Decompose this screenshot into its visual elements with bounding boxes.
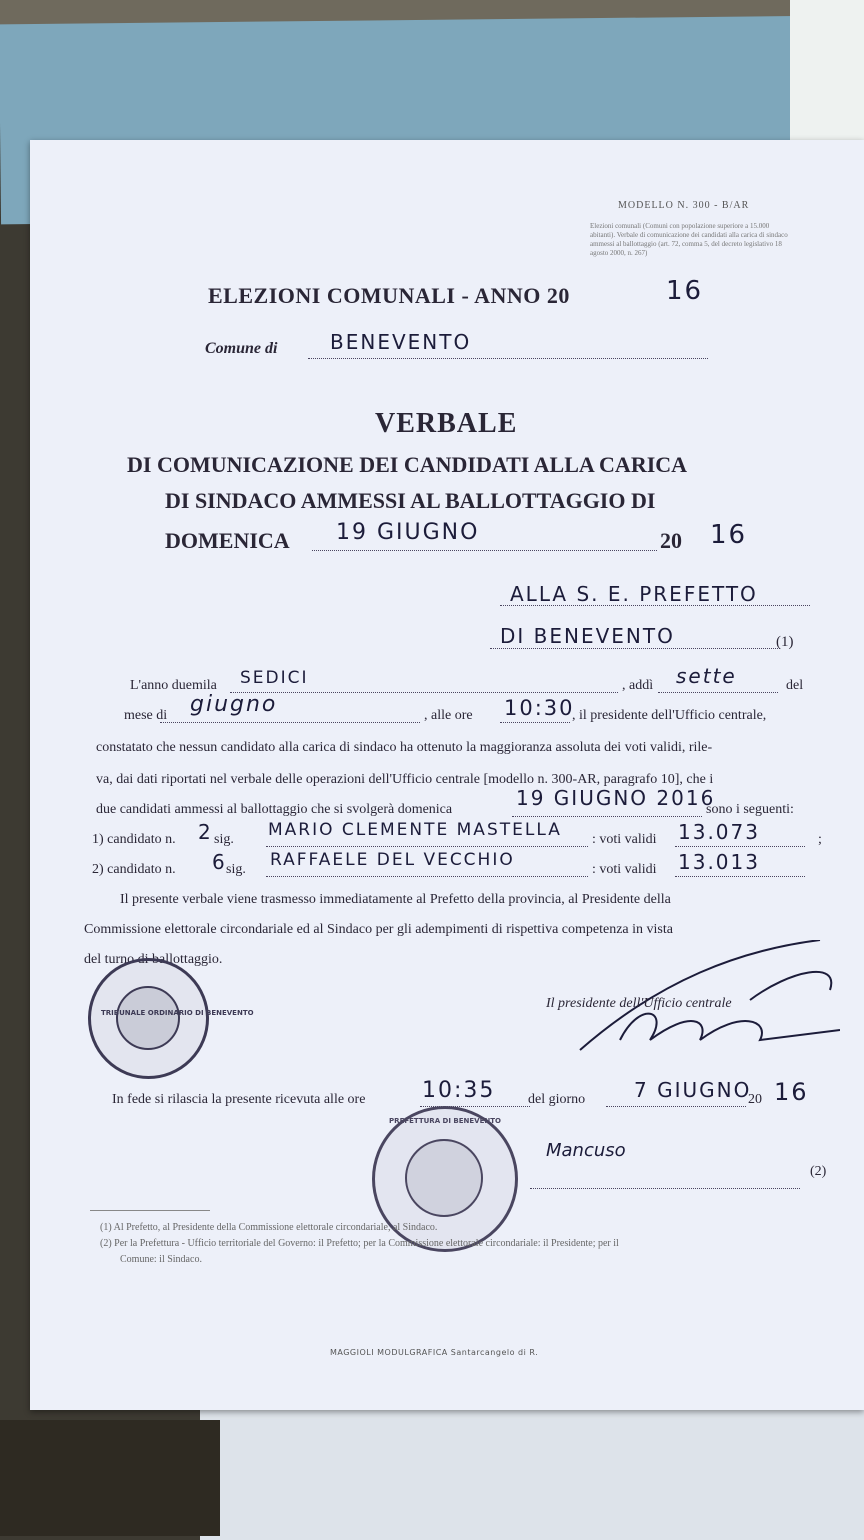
addi-handwritten: sette bbox=[676, 664, 737, 688]
candidate-2-name: RAFFAELE DEL VECCHIO bbox=[270, 850, 515, 870]
body-line-3: constatato che nessun candidato alla carica di sindaco ha ottenuto la maggioranza assoluta dei voti validi, rile- bbox=[96, 740, 713, 755]
candidate-1-voti: 13.073 bbox=[678, 820, 760, 844]
candidate-1-number: 2 bbox=[198, 820, 213, 844]
comune-handwritten: BENEVENTO bbox=[330, 330, 472, 354]
tribunale-stamp bbox=[88, 958, 254, 1079]
title-year-handwritten: 16 bbox=[666, 276, 704, 306]
candidate-2-voti: 13.013 bbox=[678, 850, 760, 874]
mese-label: mese di bbox=[124, 708, 168, 723]
footnote-2-cont: Comune: il Sindaco. bbox=[120, 1254, 202, 1265]
candidate-1-end: ; bbox=[818, 832, 822, 847]
candidate-1-name: MARIO CLEMENTE MASTELLA bbox=[268, 820, 562, 840]
mese-handwritten: giugno bbox=[190, 692, 278, 717]
body-line-4: va, dai dati riportati nel verbale delle operazioni dell'Ufficio centrale [modello n. 300-AR, paragrafo 10], che i bbox=[96, 772, 714, 787]
presidente-text: , il presidente dell'Ufficio centrale, bbox=[572, 708, 767, 723]
domenica-label: DOMENICA bbox=[165, 528, 290, 553]
recipient-signature: Mancuso bbox=[546, 1140, 626, 1161]
verbale-heading: VERBALE bbox=[375, 408, 518, 439]
giorno-year-handwritten: 16 bbox=[774, 1078, 809, 1106]
tribunale-stamp-text: TRIBUNALE ORDINARIO DI BENEVENTO bbox=[101, 1009, 254, 1017]
closing-paragraph-3: del turno di ballottaggio. bbox=[84, 952, 223, 967]
candidate-1-voti-label: : voti validi bbox=[592, 832, 657, 847]
verbale-subtitle-1: DI COMUNICAZIONE DEI CANDIDATI ALLA CARICA bbox=[127, 452, 688, 477]
footnote-ref-2: (2) bbox=[810, 1164, 827, 1179]
ricevuta-ore-handwritten: 10:35 bbox=[422, 1078, 496, 1103]
ricevuta-label: In fede si rilascia la presente ricevuta alle ore bbox=[112, 1092, 366, 1107]
closing-paragraph-1: Il presente verbale viene trasmesso immediatamente al Prefetto della provincia, al Presidente della bbox=[120, 892, 671, 907]
body-line-5-end: sono i seguenti: bbox=[706, 802, 794, 817]
addressee-handwritten-2: DI BENEVENTO bbox=[500, 624, 675, 648]
giorno-label: del giorno bbox=[528, 1092, 586, 1107]
form-legal-note: Elezioni comunali (Comuni con popolazione superiore a 15.000 abitanti). Verbale di comunicazione dei candidati alla carica di sindaco ammessi al ballottaggio (art. 72, comma 5, del decreto legislativo 18 agosto 2000, n. 267) bbox=[590, 222, 788, 257]
closing-paragraph-2: Commissione elettorale circondariale ed al Sindaco per gli adempimenti di rispettiva competenza in vista bbox=[84, 922, 673, 937]
stamp-emblem bbox=[116, 986, 180, 1050]
candidate-2-number: 6 bbox=[212, 850, 227, 874]
addi-label: , addì bbox=[622, 678, 654, 693]
verbale-subtitle-2: DI SINDACO AMMESSI AL BALLOTTAGGIO DI bbox=[165, 488, 656, 513]
verbale-document bbox=[30, 140, 864, 1410]
footnote-2: (2) Per la Prefettura - Ufficio territoriale del Governo: il Prefetto; per la Commissione elettorale circondariale: il Presidente; per il bbox=[100, 1238, 619, 1249]
printer-credit: MAGGIOLI MODULGRAFICA Santarcangelo di R. bbox=[330, 1348, 539, 1357]
footnote-divider bbox=[90, 1210, 210, 1211]
recipient-signature-line bbox=[530, 1170, 800, 1189]
stamp-emblem bbox=[405, 1139, 483, 1217]
domenica-year-prefix: 20 bbox=[660, 528, 682, 553]
giorno-year-prefix: 20 bbox=[748, 1092, 762, 1107]
comune-label: Comune di bbox=[205, 340, 278, 357]
candidate-1-prefix: 1) candidato n. bbox=[92, 832, 176, 847]
anno-handwritten: SEDICI bbox=[240, 668, 309, 688]
candidate-2-voti-label: : voti validi bbox=[592, 862, 657, 877]
addressee-handwritten-1: ALLA S. E. PREFETTO bbox=[510, 582, 758, 606]
giorno-handwritten: 7 GIUGNO bbox=[634, 1078, 752, 1102]
footnote-1: (1) Al Prefetto, al Presidente della Commissione elettorale circondariale, al Sindaco. bbox=[100, 1222, 438, 1233]
background-dark-surface bbox=[0, 1420, 220, 1536]
body-line-5: due candidati ammessi al ballottaggio che si svolgerà domenica bbox=[96, 802, 453, 817]
elezioni-title: ELEZIONI COMUNALI - ANNO 20 bbox=[208, 283, 570, 308]
modello-number: MODELLO N. 300 - B/AR bbox=[618, 200, 750, 211]
candidate-1-sig: sig. bbox=[214, 832, 234, 847]
footnote-ref-1: (1) bbox=[776, 634, 794, 650]
ore-handwritten: 10:30 bbox=[504, 696, 575, 720]
candidate-2-sig: sig. bbox=[226, 862, 246, 877]
anno-label: L'anno duemila bbox=[130, 678, 217, 693]
domenica-year-handwritten: 16 bbox=[710, 520, 748, 550]
domenica-date-handwritten: 19 GIUGNO bbox=[336, 520, 480, 545]
candidate-2-prefix: 2) candidato n. bbox=[92, 862, 176, 877]
del-label: del bbox=[786, 678, 804, 693]
background-paper-edge bbox=[790, 0, 864, 160]
ore-label: , alle ore bbox=[424, 708, 473, 723]
presidente-label: Il presidente dell'Ufficio centrale bbox=[546, 996, 732, 1011]
ballottaggio-date-handwritten: 19 GIUGNO 2016 bbox=[516, 786, 716, 810]
prefettura-stamp-text: PREFETTURA DI BENEVENTO bbox=[389, 1117, 501, 1125]
